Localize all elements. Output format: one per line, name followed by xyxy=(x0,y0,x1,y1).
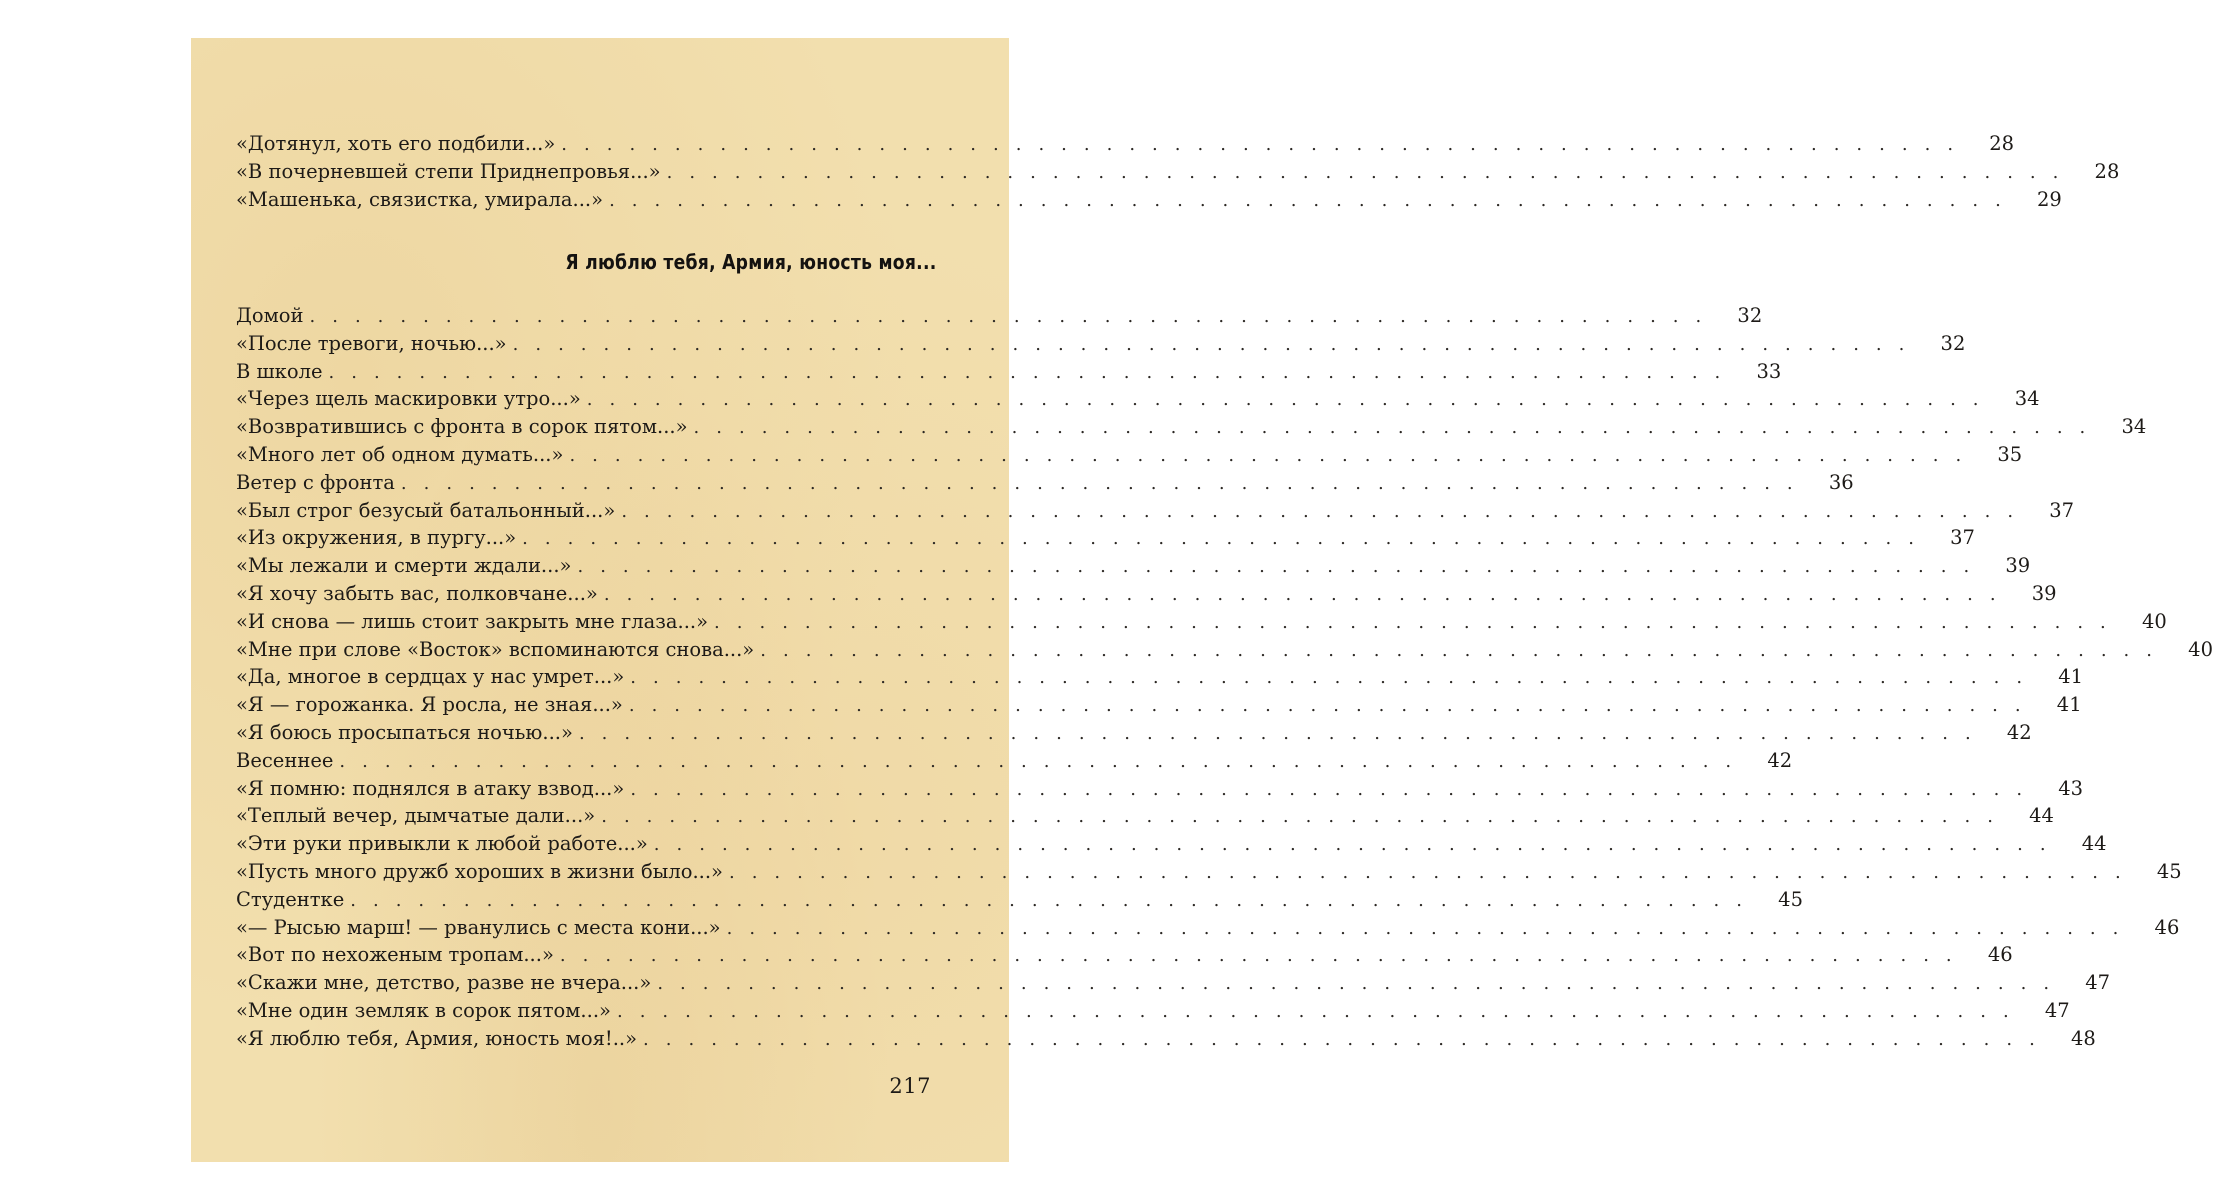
dot-leader: .............................................................. xyxy=(657,973,2067,995)
toc-entry-title: «Дотянул, хоть его подбили...» xyxy=(236,132,556,155)
toc-entry xyxy=(236,608,2167,636)
toc-entry-title: «Я — горожанка. Я росла, не зная...» xyxy=(236,693,623,717)
toc-entry-title: Домой xyxy=(236,304,304,327)
toc-entry xyxy=(236,858,2182,886)
toc-entry xyxy=(236,469,1854,497)
toc-entry-title: «Теплый вечер, дымчатые дали...» xyxy=(236,804,596,828)
toc-entry-page: 45 xyxy=(1778,887,1803,911)
dot-leader: .............................................................. xyxy=(653,834,2063,856)
toc-entry-title: «Много лет об одном думать...» xyxy=(236,442,564,466)
toc-entry-title: Студентке xyxy=(236,887,345,911)
dot-leader: .............................................................. xyxy=(512,333,1922,355)
toc-entry-page: 44 xyxy=(2081,832,2107,856)
dot-leader: .............................................................. xyxy=(616,1000,2026,1022)
toc-entry-page: 29 xyxy=(2036,187,2062,211)
toc-entry-page: 28 xyxy=(1989,132,2015,155)
toc-entry-title: «Был строг безусый батальонный...» xyxy=(236,498,616,522)
toc-entry-page: 34 xyxy=(2121,415,2147,439)
toc-entry-page: 33 xyxy=(1756,359,1782,383)
toc-entry-title: «Мне один земляк в сорок пятом...» xyxy=(236,998,611,1022)
toc-entry-title: «Я люблю тебя, Армия, юность моя!..» xyxy=(236,1026,638,1050)
toc-entry-page: 42 xyxy=(2006,720,2032,744)
dot-leader: .............................................................. xyxy=(400,472,1810,494)
toc-entry-page: 37 xyxy=(1950,526,1975,550)
toc-entry-page: 41 xyxy=(2058,665,2084,689)
toc-entry-page: 47 xyxy=(2085,971,2111,995)
dot-leader: .............................................................. xyxy=(522,528,1931,550)
toc-entry-page: 47 xyxy=(2044,998,2070,1022)
dot-leader: .............................................................. xyxy=(643,1028,2052,1050)
toc-entry-title: «Возвратившись с фронта в сорок пятом...» xyxy=(236,415,688,439)
dot-leader: .............................................................. xyxy=(561,134,1971,155)
dot-leader: .............................................................. xyxy=(630,667,2040,689)
toc-entry-title: Весеннее xyxy=(236,748,334,772)
toc-entry xyxy=(236,663,2084,691)
dot-leader: .............................................................. xyxy=(578,722,1988,744)
toc-entry-title: «Мне при слове «Восток» вспоминаются снова...» xyxy=(236,637,755,661)
toc-entry-page: 46 xyxy=(1987,943,2013,967)
toc-entry xyxy=(236,552,2031,580)
dot-leader: .............................................................. xyxy=(601,806,2010,828)
toc-entry-title: «Вот по нехоженым тропам...» xyxy=(236,943,554,967)
toc-entry xyxy=(236,580,2057,608)
toc-entry-title: «После тревоги, ночью...» xyxy=(236,331,507,355)
toc-entry-page: 32 xyxy=(1737,304,1763,327)
toc-entry-title: «Я помню: поднялся в атаку взвод...» xyxy=(236,776,625,800)
toc-entry xyxy=(236,830,2107,858)
toc-entry-title: «В почерневшей степи Приднепровья...» xyxy=(236,159,661,183)
dot-leader: .............................................................. xyxy=(339,750,1749,772)
book-page xyxy=(191,38,2213,1162)
dot-leader: .............................................................. xyxy=(760,639,2169,661)
toc-entry xyxy=(236,186,2062,214)
toc-entry-title: Ветер с фронта xyxy=(236,470,395,494)
toc-entry xyxy=(236,158,2120,186)
dot-leader: .............................................................. xyxy=(309,306,1719,327)
dot-leader: .............................................................. xyxy=(569,444,1979,466)
toc-entry xyxy=(236,941,2013,969)
toc-entry-page: 41 xyxy=(2056,693,2082,717)
toc-entry-title: «Пусть много дружб хороших в жизни было...» xyxy=(236,859,723,883)
toc-entry-page: 46 xyxy=(2154,915,2180,939)
toc-entry-page: 35 xyxy=(1997,442,2023,466)
toc-entry-page: 43 xyxy=(2058,776,2084,800)
toc-entry xyxy=(236,441,2023,469)
toc-entry xyxy=(236,802,2054,830)
toc-entry-title: «Через щель маскировки утро...» xyxy=(236,387,581,411)
toc-entry-title: «Я боюсь просыпаться ночью...» xyxy=(236,720,573,744)
dot-leader: .............................................................. xyxy=(693,417,2103,439)
toc-entry xyxy=(236,1025,2096,1053)
dot-leader: .............................................................. xyxy=(728,861,2138,883)
toc-entry-page: 36 xyxy=(1828,470,1854,494)
toc-entry-title: «Да, многое в сердцах у нас умрет...» xyxy=(236,665,625,689)
toc-entry xyxy=(236,719,2032,747)
toc-entry-title: «И снова — лишь стоит закрыть мне глаза...» xyxy=(236,609,709,633)
toc-entry xyxy=(236,330,1966,358)
dot-leader: .............................................................. xyxy=(559,945,1969,967)
toc-entry xyxy=(236,997,2070,1025)
toc-entry xyxy=(236,358,1782,386)
toc-entry xyxy=(236,302,1763,330)
toc-entry-title: В школе xyxy=(236,359,323,383)
dot-leader: .............................................................. xyxy=(586,389,1996,411)
toc-entry-title: «Мы лежали и смерти ждали...» xyxy=(236,554,572,578)
toc-entry xyxy=(236,969,2111,997)
toc-entry-page: 44 xyxy=(2029,804,2054,828)
dot-leader: .............................................................. xyxy=(577,556,1987,578)
toc-entry-title: «Эти руки привыкли к любой работе...» xyxy=(236,832,648,856)
toc-entry-page: 45 xyxy=(2156,859,2182,883)
dot-leader: .............................................................. xyxy=(666,161,2076,183)
toc-entry-title: «Из окружения, в пургу...» xyxy=(236,526,517,550)
toc-entry-page: 40 xyxy=(2188,637,2213,661)
dot-leader: .............................................................. xyxy=(714,611,2123,633)
toc-entry xyxy=(236,636,2213,664)
page-number: 217 xyxy=(889,1074,931,1098)
toc-entry-title: «— Рысью марш! — рванулись с места кони...» xyxy=(236,915,721,939)
toc-entry xyxy=(236,747,1793,775)
dot-leader: .............................................................. xyxy=(609,189,2018,211)
toc-entry xyxy=(236,914,2180,942)
section-heading: Я люблю тебя, Армия, юность моя... xyxy=(565,250,937,274)
dot-leader: .............................................................. xyxy=(328,361,1738,383)
dot-leader: .............................................................. xyxy=(350,889,1759,911)
toc-section-group xyxy=(236,302,2213,1053)
toc-entry-page: 42 xyxy=(1767,748,1793,772)
dot-leader: .............................................................. xyxy=(630,778,2040,800)
toc-entry-page: 40 xyxy=(2141,609,2167,633)
toc-entry-page: 28 xyxy=(2094,159,2120,183)
toc-entry-title: «Скажи мне, детство, разве не вчера...» xyxy=(236,971,652,995)
toc-entry-title: «Я хочу забыть вас, полковчане...» xyxy=(236,581,598,605)
toc-entry xyxy=(236,886,1803,914)
toc-top-group xyxy=(236,130,2120,213)
toc-entry-page: 39 xyxy=(2005,554,2031,578)
toc-entry xyxy=(236,524,1975,552)
toc-entry-page: 39 xyxy=(2031,581,2057,605)
toc-entry-title: «Машенька, связистка, умирала...» xyxy=(236,187,604,211)
toc-entry-page: 34 xyxy=(2014,387,2040,411)
toc-entry xyxy=(236,775,2084,803)
dot-leader: .............................................................. xyxy=(726,917,2136,939)
toc-entry xyxy=(236,130,2015,158)
dot-leader: .............................................................. xyxy=(603,583,2013,605)
toc-entry xyxy=(236,413,2147,441)
dot-leader: .............................................................. xyxy=(621,500,2031,522)
toc-entry xyxy=(236,691,2082,719)
dot-leader: .............................................................. xyxy=(628,695,2038,717)
toc-entry-page: 32 xyxy=(1940,331,1966,355)
toc-entry xyxy=(236,497,2075,525)
toc-entry-page: 37 xyxy=(2049,498,2075,522)
toc-entry-page: 48 xyxy=(2070,1026,2096,1050)
toc-entry xyxy=(236,385,2040,413)
